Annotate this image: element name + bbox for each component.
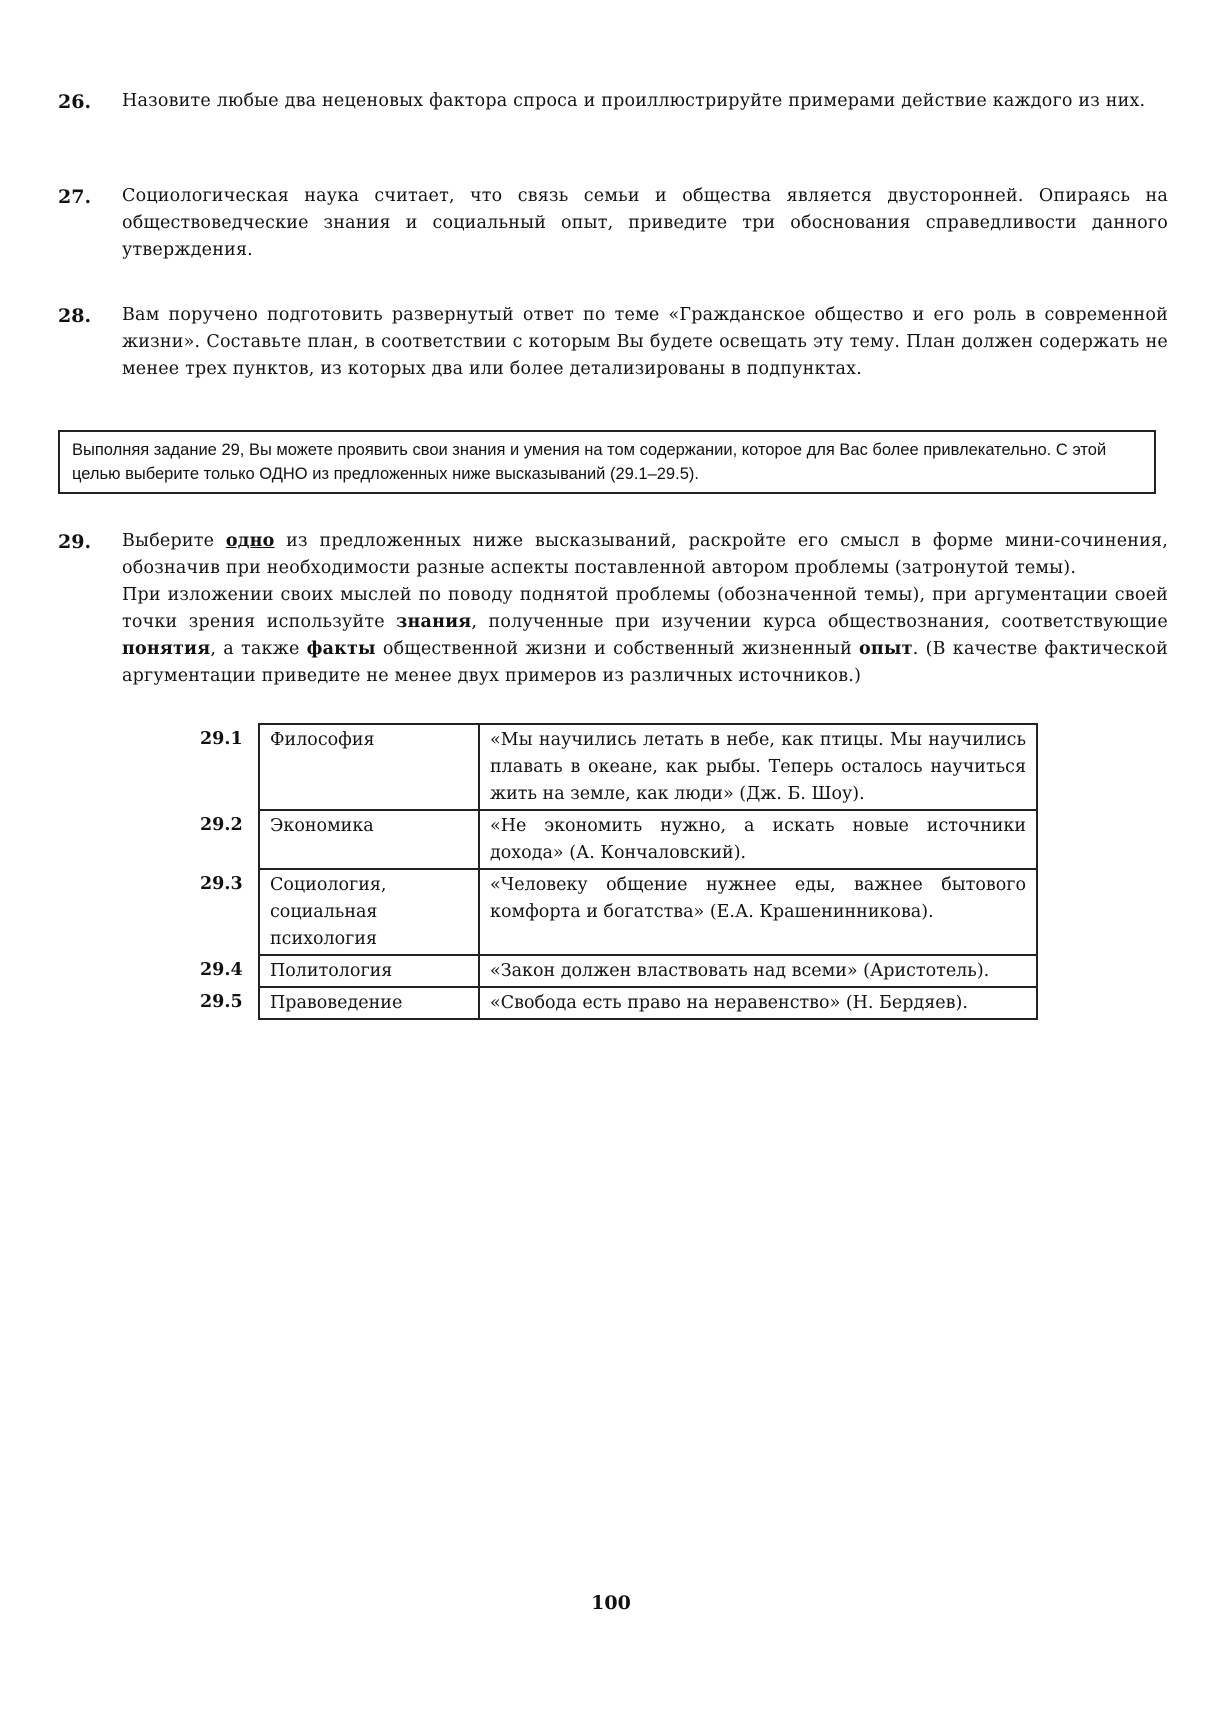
table-row	[190, 724, 1037, 810]
statement-number: 29.5	[200, 992, 243, 1012]
table-row	[190, 955, 1037, 987]
task-text: Вам поручено подготовить развернутый ответ по теме «Гражданское общество и его роль в современной жизни». Составьте план, в соответствии с которым Вы будете освещать эту тему. План должен содержать не менее трех пунктов, из которых два или более детализированы в подпунктах.	[122, 305, 1168, 379]
statement-quote: «Человеку общение нужнее еды, важнее бытового комфорта и богатства» (Е.А. Крашенинникова).	[479, 869, 1037, 955]
table-row	[190, 869, 1037, 955]
task-number: 26.	[58, 91, 92, 113]
emphasis-one: одно	[225, 531, 275, 551]
statement-number: 29.4	[200, 960, 243, 980]
statement-quote: «Закон должен властвовать над всеми» (Аристотель).	[479, 955, 1037, 987]
statements-table	[190, 723, 1038, 1020]
task-number: 29.	[58, 531, 92, 553]
statement-quote: «Мы научились летать в небе, как птицы. Мы научились плавать в океане, как рыбы. Теперь осталось научиться жить на земле, как люди» (Дж. Б. Шоу).	[479, 724, 1037, 810]
task-number: 27.	[58, 186, 92, 208]
task29-paragraph-2: При изложении своих мыслей по поводу поднятой проблемы (обозначенной темы), при аргументации своей точки зрения используйте знания, полученные при изучении курса обществознания, соответствующие понятия, а также факты общественной жизни и собственный жизненный опыт. (В качестве фактической аргументации приведите не менее двух примеров из различных источников.)	[122, 585, 1168, 686]
statement-field: Философия	[259, 724, 479, 810]
task29-paragraph-1: Выберите одно из предложенных ниже высказываний, раскройте его смысл в форме мини-сочинения, обозначив при необходимости разные аспекты поставленной автором проблемы (затронутой темы).	[122, 531, 1169, 578]
statement-quote: «Свобода есть право на неравенство» (Н. Бердяев).	[479, 987, 1037, 1019]
emphasis-knowledge: знания	[396, 612, 472, 632]
notice-text: Выполняя задание 29, Вы можете проявить свои знания и умения на том содержании, которое для Вас более привлекательно. С этой целью выберите только ОДНО из предложенных ниже высказываний (29.1–29.5).	[72, 441, 1107, 483]
statement-field: Политология	[259, 955, 479, 987]
notice-box	[58, 430, 1156, 494]
task-number: 28.	[58, 305, 92, 327]
table-row	[190, 987, 1037, 1019]
table-row	[190, 810, 1037, 869]
statement-field: Правоведение	[259, 987, 479, 1019]
task-text: Назовите любые два неценовых фактора спроса и проиллюстрируйте примерами действие каждого из них.	[122, 91, 1146, 111]
statement-field: Экономика	[259, 810, 479, 869]
task-28	[58, 302, 1168, 383]
task-27	[58, 183, 1168, 264]
emphasis-facts: факты	[306, 639, 376, 659]
page-number: 100	[591, 1592, 631, 1614]
statement-quote: «Не экономить нужно, а искать новые источники дохода» (А. Кончаловский).	[479, 810, 1037, 869]
emphasis-concepts: понятия	[122, 639, 211, 659]
task-26	[58, 88, 1168, 115]
task-text: Социологическая наука считает, что связь семьи и общества является двусторонней. Опираясь на обществоведческие знания и социальный опыт, приведите три обоснования справедливости данного утверждения.	[122, 186, 1168, 260]
statement-number: 29.3	[200, 874, 243, 894]
statement-number: 29.1	[200, 729, 243, 749]
statement-field: Социология, социальная психология	[259, 869, 479, 955]
statement-number: 29.2	[200, 815, 243, 835]
emphasis-experience: опыт	[859, 639, 913, 659]
task-29	[58, 528, 1168, 690]
